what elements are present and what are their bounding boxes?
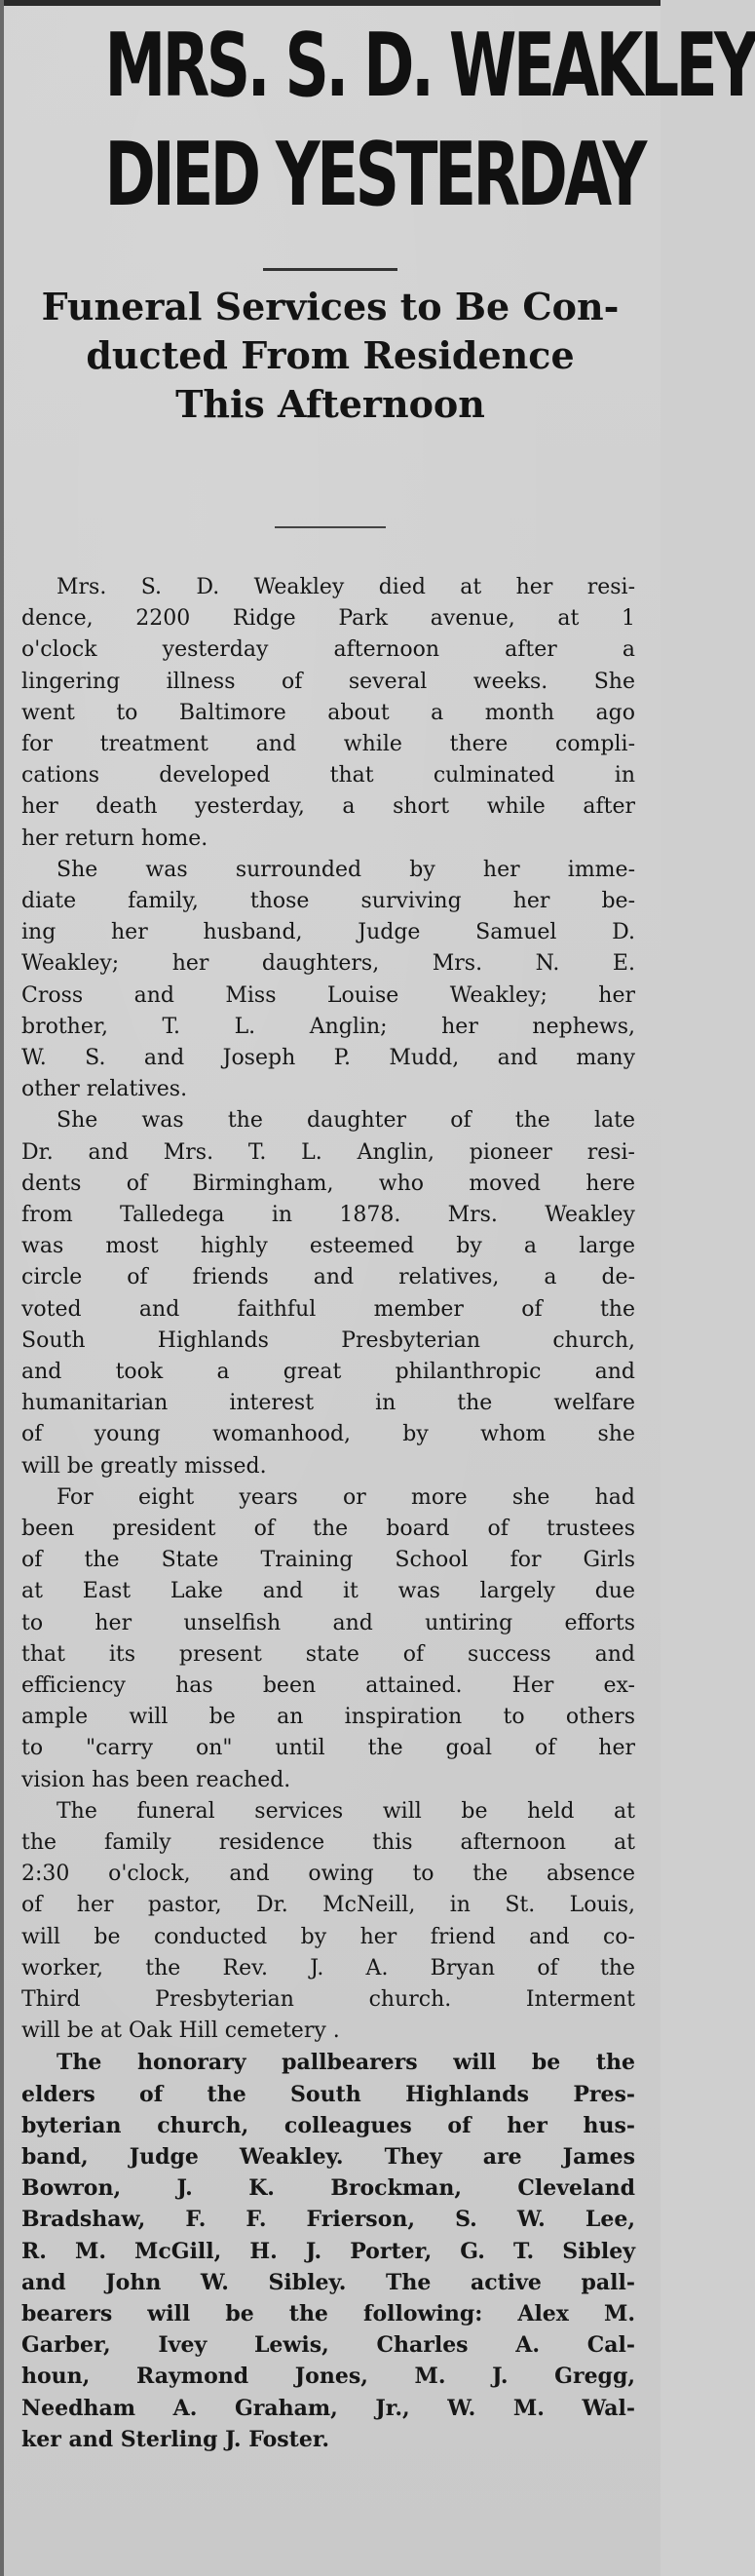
article-line: 2:30 o'clock, and owing to the absence <box>21 1862 635 1886</box>
article-line: for treatment and while there compli- <box>21 732 635 756</box>
article-line: Bowron, J. K. Brockman, Cleveland <box>21 2175 635 2201</box>
article-line: will be at Oak Hill cemetery . <box>21 2019 340 2043</box>
article-line: her return home. <box>21 827 208 851</box>
article-line: elders of the South Highlands Pres- <box>21 2082 635 2107</box>
article-line: efficiency has been attained. Her ex- <box>21 1673 635 1698</box>
article-line: ample will be an inspiration to others <box>21 1705 635 1729</box>
article-line: houn, Raymond Jones, M. J. Gregg, <box>21 2364 635 2389</box>
article-line: Third Presbyterian church. Interment <box>21 1987 635 2012</box>
article-line: to "carry on" until the goal of her <box>21 1736 635 1760</box>
article-line: The funeral services will be held at <box>57 1799 635 1824</box>
article-line: the family residence this afternoon at <box>21 1830 635 1855</box>
article-line: bearers will be the following: Alex M. <box>21 2301 635 2326</box>
article-line: Bradshaw, F. F. Frierson, S. W. Lee, <box>21 2207 635 2232</box>
article-line: band, Judge Weakley. They are James <box>21 2144 635 2170</box>
article-line: that its present state of success and <box>21 1642 635 1667</box>
article-line: o'clock yesterday afternoon after a <box>21 637 635 662</box>
article-line: South Highlands Presbyterian church, <box>21 1328 635 1353</box>
top-border-rule <box>0 0 661 6</box>
article-line: She was the daughter of the late <box>57 1108 635 1133</box>
article-line: vision has been reached. <box>21 1768 291 1792</box>
article-line: lingering illness of several weeks. She <box>21 670 635 694</box>
subheadline-line-1: Funeral Services to Be Con- <box>41 285 620 328</box>
article-line: W. S. and Joseph P. Mudd, and many <box>21 1046 635 1070</box>
headline-divider <box>263 268 397 271</box>
article-line: voted and faithful member of the <box>21 1297 635 1322</box>
article-line: cations developed that culminated in <box>21 763 635 788</box>
headline-line-2: DIED YESTERDAY <box>104 124 644 226</box>
article-line: circle of friends and relatives, a de- <box>21 1265 635 1289</box>
article-line: For eight years or more she had <box>57 1485 635 1510</box>
article-line: of young womanhood, by whom she <box>21 1422 635 1446</box>
article-line: will be conducted by her friend and co- <box>21 1925 635 1949</box>
article-line: R. M. McGill, H. J. Porter, G. T. Sibley <box>21 2239 635 2264</box>
article-line: ker and Sterling J. Foster. <box>21 2427 330 2452</box>
article-line: Dr. and Mrs. T. L. Anglin, pioneer resi- <box>21 1140 635 1165</box>
article-line: humanitarian interest in the welfare <box>21 1391 635 1415</box>
article-line: The honorary pallbearers will be the <box>57 2050 635 2075</box>
article-line: byterian church, colleagues of her hus- <box>21 2113 635 2138</box>
headline-line-1: MRS. S. D. WEAKLEY <box>104 15 755 117</box>
article-line: of her pastor, Dr. McNeill, in St. Louis, <box>21 1893 635 1917</box>
article-line: She was surrounded by her imme- <box>57 858 635 882</box>
article-line: worker, the Rev. J. A. Bryan of the <box>21 1956 635 1980</box>
subheadline-line-2: ducted From Residence <box>86 333 575 377</box>
article-line: her death yesterday, a short while after <box>21 794 635 819</box>
article-line: Weakley; her daughters, Mrs. N. E. <box>21 951 635 976</box>
article-line: brother, T. L. Anglin; her nephews, <box>21 1015 635 1039</box>
article-line: other relatives. <box>21 1077 188 1101</box>
article-line: Cross and Miss Louise Weakley; her <box>21 983 635 1008</box>
subheadline-line-3: This Afternoon <box>175 382 485 426</box>
article-line: and took a great philanthropic and <box>21 1360 635 1384</box>
article-line: went to Baltimore about a month ago <box>21 701 635 725</box>
subheadline-divider <box>275 526 386 528</box>
article-line: of the State Training School for Girls <box>21 1548 635 1572</box>
article-line: from Talledega in 1878. Mrs. Weakley <box>21 1203 635 1227</box>
article-line: diate family, those surviving her be- <box>21 889 635 913</box>
article-line: Garber, Ivey Lewis, Charles A. Cal- <box>21 2332 635 2358</box>
article-line: been president of the board of trustees <box>21 1517 635 1541</box>
article-line: dence, 2200 Ridge Park avenue, at 1 <box>21 606 635 631</box>
article-line: at East Lake and it was largely due <box>21 1579 635 1603</box>
article-line: will be greatly missed. <box>21 1454 267 1479</box>
article-line: dents of Birmingham, who moved here <box>21 1172 635 1196</box>
article-line: was most highly esteemed by a large <box>21 1234 635 1258</box>
article-line: and John W. Sibley. The active pall- <box>21 2270 635 2295</box>
article-line: to her unselfish and untiring efforts <box>21 1611 635 1635</box>
article-line: Mrs. S. D. Weakley died at her resi- <box>57 575 635 599</box>
article-line: ing her husband, Judge Samuel D. <box>21 920 635 944</box>
article-line: Needham A. Graham, Jr., W. M. Wal- <box>21 2396 635 2421</box>
